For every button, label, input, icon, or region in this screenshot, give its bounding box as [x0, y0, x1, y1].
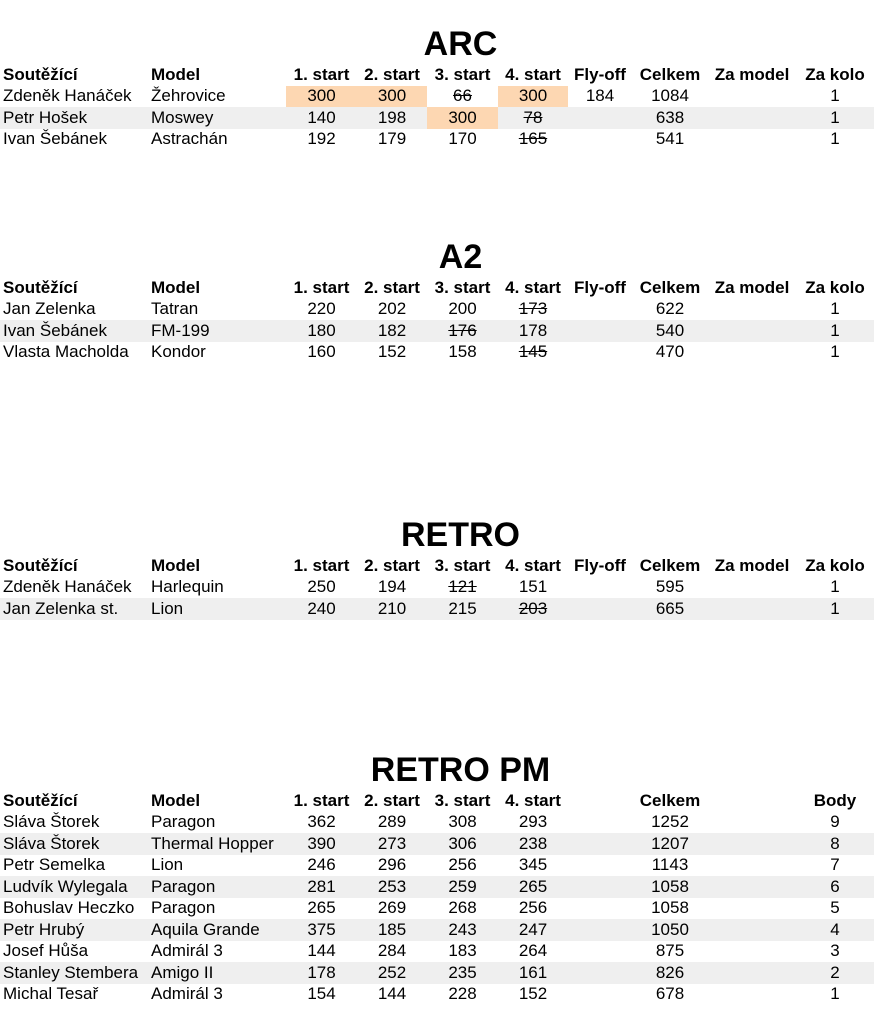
cell-per-round: 1: [830, 86, 840, 106]
header-s2: 2. start: [364, 790, 420, 810]
cell-s2: 182: [357, 320, 427, 342]
cell-name: Zdeněk Hanáček: [3, 86, 132, 106]
header-flyoff: Fly-off: [574, 555, 626, 575]
cell-model: Lion: [149, 598, 286, 620]
header-row: [0, 555, 874, 577]
header-s3: 3. start: [434, 64, 491, 84]
header-name: Soutěžící: [3, 277, 78, 297]
cell-s3: 300: [427, 107, 498, 129]
cell-s2: 300: [357, 86, 427, 108]
cell-s1: 265: [307, 898, 336, 918]
cell-points: 3: [830, 941, 840, 961]
header-s1: 1. start: [293, 790, 350, 810]
cell-per-round: 1: [796, 107, 874, 129]
header-per-round: Za kolo: [805, 555, 865, 575]
header-s4: 4. start: [505, 64, 561, 84]
cell-empty: [568, 833, 632, 855]
cell-empty: [708, 941, 796, 963]
table-row: [0, 598, 874, 620]
header-name: Soutěžící: [3, 790, 78, 810]
header-s4: 4. start: [505, 277, 561, 297]
cell-model: Paragon: [151, 812, 216, 832]
table-row: [0, 833, 874, 855]
header-total: Celkem: [639, 64, 701, 84]
cell-model: FM-199: [149, 320, 286, 342]
cell-empty: [568, 941, 632, 963]
cell-points: 9: [830, 812, 840, 832]
cell-per-round: 1: [830, 299, 840, 319]
cell-s1: 140: [286, 107, 357, 129]
cell-name: Petr Hošek: [0, 107, 149, 129]
table-row: [0, 984, 874, 1006]
cell-model: Thermal Hopper: [149, 833, 286, 855]
cell-empty: [708, 876, 796, 898]
cell-s4: 78: [498, 107, 568, 129]
cell-s2: 198: [357, 107, 427, 129]
cell-s3: 268: [448, 898, 477, 918]
cell-s1: 220: [307, 299, 336, 319]
cell-s1: 375: [286, 919, 357, 941]
header-total: Celkem: [639, 790, 701, 810]
cell-model: Žehrovice: [151, 86, 226, 106]
cell-empty: [708, 898, 796, 920]
cell-name: Michal Tesař: [3, 984, 99, 1004]
header-per-model: Za model: [714, 555, 790, 575]
cell-s1: 362: [307, 812, 336, 832]
cell-per-model: [708, 598, 796, 620]
cell-total: 875: [655, 941, 685, 961]
cell-per-model: [708, 107, 796, 129]
cell-flyoff: [568, 342, 632, 364]
cell-empty: [708, 919, 796, 941]
cell-s3: 183: [448, 941, 477, 961]
cell-total: 1084: [651, 86, 689, 106]
cell-s2: 210: [357, 598, 427, 620]
cell-per-model: [708, 86, 796, 108]
cell-total: 1050: [632, 919, 708, 941]
cell-empty: [568, 855, 632, 877]
cell-per-model: [708, 129, 796, 151]
cell-flyoff: 184: [585, 86, 615, 106]
header-total: Celkem: [639, 277, 701, 297]
cell-model: Tatran: [151, 299, 199, 319]
cell-flyoff: [568, 129, 632, 151]
cell-flyoff: [568, 598, 632, 620]
cell-s1: 300: [286, 86, 357, 108]
cell-name: Bohuslav Heczko: [3, 898, 135, 918]
cell-total: 665: [632, 598, 708, 620]
cell-s3: 170: [448, 129, 477, 149]
cell-s2: 194: [377, 577, 407, 597]
cell-model: Kondor: [151, 342, 206, 362]
cell-empty: [568, 812, 632, 834]
cell-s4: 145: [518, 342, 548, 362]
table-row: [0, 107, 874, 129]
header-per-model: Za model: [714, 277, 790, 297]
cell-s4: 256: [518, 898, 548, 918]
cell-name: Sláva Štorek: [3, 812, 100, 832]
cell-s4: 265: [498, 876, 568, 898]
cell-s4: 293: [518, 812, 548, 832]
cell-model: Paragon: [151, 898, 216, 918]
results-table: [0, 555, 874, 620]
cell-s3: 176: [427, 320, 498, 342]
cell-points: 6: [796, 876, 874, 898]
cell-flyoff: [568, 577, 632, 599]
cell-per-round: 1: [830, 342, 840, 362]
cell-s2: 296: [377, 855, 407, 875]
cell-total: 1058: [651, 898, 689, 918]
cell-s3: 259: [427, 876, 498, 898]
header-s1: 1. start: [293, 277, 350, 297]
cell-s4: 165: [518, 129, 548, 149]
cell-model: Astrachán: [151, 129, 228, 149]
cell-name: Josef Hůša: [3, 941, 89, 961]
cell-model: Admirál 3: [151, 984, 223, 1004]
table-row: [0, 962, 874, 984]
cell-name: Ivan Šebánek: [0, 320, 149, 342]
cell-s3: 121: [448, 577, 477, 597]
cell-points: 2: [796, 962, 874, 984]
cell-flyoff: [568, 107, 632, 129]
cell-s2: 144: [377, 984, 407, 1004]
cell-name: Jan Zelenka: [3, 299, 96, 319]
cell-s1: 250: [307, 577, 336, 597]
table-row: [0, 86, 874, 108]
cell-per-round: 1: [830, 129, 840, 149]
header-s1: 1. start: [293, 555, 350, 575]
cell-points: 7: [830, 855, 840, 875]
cell-per-model: [708, 320, 796, 342]
cell-name: Sláva Štorek: [0, 833, 149, 855]
cell-s2: 273: [357, 833, 427, 855]
cell-points: 1: [830, 984, 840, 1004]
cell-s4: 152: [518, 984, 548, 1004]
header-flyoff: Fly-off: [574, 277, 626, 297]
cell-model: Amigo II: [149, 962, 286, 984]
cell-name: Ludvík Wylegala: [0, 876, 149, 898]
cell-s4: 238: [498, 833, 568, 855]
cell-total: 638: [632, 107, 708, 129]
results-table: [0, 277, 874, 363]
cell-total: 1252: [651, 812, 689, 832]
header-s3: 3. start: [434, 277, 491, 297]
cell-per-round: 1: [830, 577, 840, 597]
table-row: [0, 812, 874, 834]
header-s3: 3. start: [434, 555, 491, 575]
cell-s1: 160: [307, 342, 336, 362]
table-row: [0, 876, 874, 898]
cell-s2: 185: [357, 919, 427, 941]
cell-empty: [568, 876, 632, 898]
cell-points: 5: [830, 898, 840, 918]
cell-per-model: [708, 299, 796, 321]
header-s3: 3. start: [434, 790, 491, 810]
cell-s2: 289: [377, 812, 407, 832]
section-title: RETRO PM: [370, 751, 551, 789]
header-row: [0, 64, 874, 86]
cell-empty: [568, 962, 632, 984]
cell-name: Zdeněk Hanáček: [3, 577, 132, 597]
cell-empty: [568, 898, 632, 920]
cell-s4: 300: [498, 86, 568, 108]
cell-s1: 192: [307, 129, 336, 149]
header-s4: 4. start: [505, 790, 561, 810]
header-row: [0, 790, 874, 812]
section-title: ARC: [423, 25, 498, 63]
cell-points: 4: [796, 919, 874, 941]
cell-total: 1143: [651, 855, 689, 875]
cell-s1: 144: [307, 941, 336, 961]
header-per-round: Za kolo: [805, 64, 865, 84]
cell-total: 470: [655, 342, 685, 362]
cell-empty: [568, 984, 632, 1006]
cell-total: 826: [632, 962, 708, 984]
cell-s2: 152: [377, 342, 407, 362]
cell-total: 540: [632, 320, 708, 342]
cell-model: Aquila Grande: [149, 919, 286, 941]
cell-name: Stanley Stembera: [0, 962, 149, 984]
cell-flyoff: [568, 299, 632, 321]
cell-per-round: 1: [796, 598, 874, 620]
section-title: RETRO: [401, 516, 520, 554]
cell-s2: 252: [357, 962, 427, 984]
table-row: [0, 320, 874, 342]
header-empty: [568, 790, 632, 812]
cell-name: Jan Zelenka st.: [0, 598, 149, 620]
cell-s2: 284: [377, 941, 407, 961]
cell-empty: [708, 855, 796, 877]
cell-s3: 215: [427, 598, 498, 620]
cell-name: Petr Semelka: [3, 855, 106, 875]
cell-empty: [708, 962, 796, 984]
table-row: [0, 855, 874, 877]
header-model: Model: [151, 555, 201, 575]
cell-s3: 256: [448, 855, 477, 875]
cell-s1: 154: [307, 984, 336, 1004]
cell-empty: [708, 812, 796, 834]
cell-s2: 179: [377, 129, 407, 149]
cell-s3: 308: [448, 812, 477, 832]
cell-s4: 203: [498, 598, 568, 620]
header-per-model: Za model: [714, 64, 790, 84]
cell-name: Ivan Šebánek: [3, 129, 107, 149]
cell-s4: 161: [498, 962, 568, 984]
cell-s2: 253: [357, 876, 427, 898]
cell-s4: 345: [518, 855, 548, 875]
cell-total: 1207: [632, 833, 708, 855]
cell-s3: 228: [448, 984, 477, 1004]
cell-s3: 200: [448, 299, 477, 319]
cell-s1: 281: [286, 876, 357, 898]
cell-flyoff: [568, 320, 632, 342]
section-title: A2: [438, 238, 483, 276]
cell-s1: 246: [307, 855, 336, 875]
table-row: [0, 342, 874, 364]
header-flyoff: Fly-off: [574, 64, 626, 84]
cell-model: Admirál 3: [151, 941, 223, 961]
header-s2: 2. start: [364, 277, 420, 297]
results-table: [0, 64, 874, 150]
header-model: Model: [151, 277, 201, 297]
cell-s4: 173: [518, 299, 548, 319]
header-s2: 2. start: [364, 64, 420, 84]
cell-s3: 66: [453, 86, 472, 106]
cell-name: Vlasta Macholda: [3, 342, 129, 362]
cell-s4: 247: [498, 919, 568, 941]
cell-points: 8: [796, 833, 874, 855]
cell-total: 595: [655, 577, 685, 597]
cell-model: Moswey: [149, 107, 286, 129]
cell-s3: 243: [427, 919, 498, 941]
header-s4: 4. start: [505, 555, 561, 575]
cell-total: 622: [655, 299, 685, 319]
cell-empty: [568, 919, 632, 941]
cell-model: Lion: [151, 855, 184, 875]
cell-model: Paragon: [149, 876, 286, 898]
header-total: Celkem: [639, 555, 701, 575]
cell-s4: 151: [518, 577, 548, 597]
cell-s3: 306: [427, 833, 498, 855]
table-row: [0, 299, 874, 321]
cell-s2: 202: [377, 299, 407, 319]
cell-s1: 180: [286, 320, 357, 342]
table-row: [0, 898, 874, 920]
header-points: Body: [813, 790, 857, 810]
cell-empty: [708, 984, 796, 1006]
cell-name: Petr Hrubý: [0, 919, 149, 941]
header-per-round: Za kolo: [805, 277, 865, 297]
cell-total: 678: [655, 984, 685, 1004]
table-row: [0, 941, 874, 963]
cell-s3: 158: [448, 342, 477, 362]
header-model: Model: [151, 64, 201, 84]
results-table: [0, 790, 874, 1005]
cell-s3: 235: [427, 962, 498, 984]
cell-total: 541: [655, 129, 685, 149]
cell-empty: [708, 833, 796, 855]
cell-per-model: [708, 342, 796, 364]
cell-total: 1058: [632, 876, 708, 898]
header-s1: 1. start: [293, 64, 350, 84]
cell-per-round: 1: [796, 320, 874, 342]
header-name: Soutěžící: [3, 555, 78, 575]
table-row: [0, 129, 874, 151]
header-empty: [708, 790, 796, 812]
cell-s4: 264: [518, 941, 548, 961]
cell-s1: 390: [286, 833, 357, 855]
cell-s4: 178: [498, 320, 568, 342]
header-model: Model: [151, 790, 201, 810]
header-row: [0, 277, 874, 299]
table-row: [0, 577, 874, 599]
cell-per-model: [708, 577, 796, 599]
cell-s2: 269: [377, 898, 407, 918]
header-s2: 2. start: [364, 555, 420, 575]
cell-s1: 240: [286, 598, 357, 620]
cell-s1: 178: [286, 962, 357, 984]
table-row: [0, 919, 874, 941]
header-name: Soutěžící: [3, 64, 78, 84]
cell-model: Harlequin: [151, 577, 224, 597]
